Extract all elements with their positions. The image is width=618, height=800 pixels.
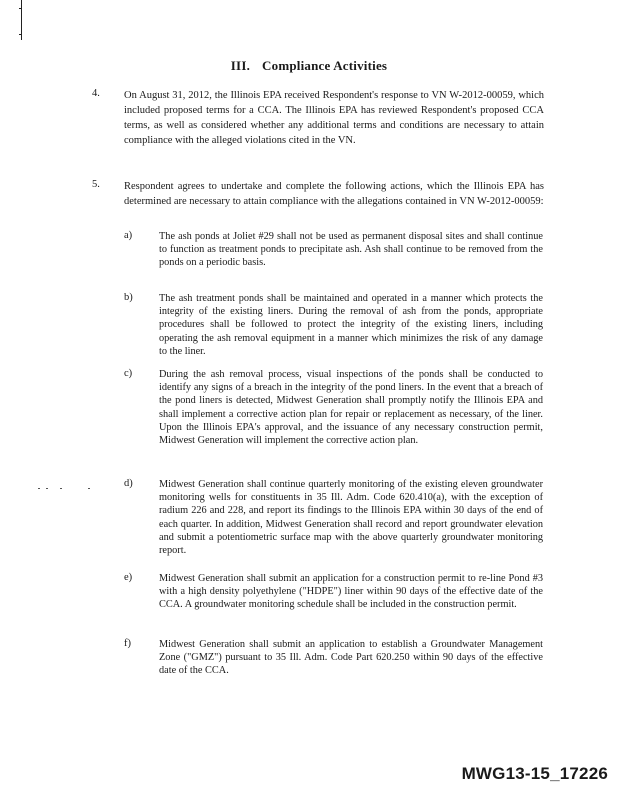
subitem-label: f) xyxy=(124,638,131,649)
section-title: Compliance Activities xyxy=(262,58,388,73)
scan-mark xyxy=(19,8,22,9)
subitem-text: During the ash removal process, visual inspections of the ponds shall be conducted to identify any signs of a breach in the integrity of the pond liners. In the event that a breach of the pond liners is detected, Midwest Generation shall promptly notify the Illinois EPA and shall implement a corrective action plan for repair or replacement as necessary, of the liner. Upon the Illinois EPA's approval, and the issuance of any necessary construction permit, Midwest Generation will implement the corrective action plan. xyxy=(159,369,543,447)
subitem-label: b) xyxy=(124,292,133,303)
subitem-label: a) xyxy=(124,230,133,241)
subitem-label: d) xyxy=(124,478,133,489)
subitem-label: e) xyxy=(124,572,133,583)
subitem-label: c) xyxy=(124,368,133,379)
section-heading xyxy=(0,58,618,74)
scan-speck xyxy=(88,488,90,489)
subitem-text: Midwest Generation shall submit an application for a construction permit to re-line Pond #3 with a high density polyethylene ("HDPE") liner within 90 days of the effective date of the CCA. A groundwater monitoring schedule shall be included in the construction permit. xyxy=(159,573,543,611)
bates-number: MWG13-15_17226 xyxy=(461,764,608,783)
scan-speck xyxy=(38,488,40,489)
subitem-text: The ash ponds at Joliet #29 shall not be used as permanent disposal sites and shall continue to function as treatment ponds to precipitate ash. Ash shall continue to be removed from the ponds on a periodic basis. xyxy=(159,231,543,269)
subitem-text: Midwest Generation shall submit an application to establish a Groundwater Management Zone ("GMZ") pursuant to 35 Ill. Adm. Code Part 620.250 within 90 days of the effective date of the CCA. xyxy=(159,639,543,677)
subitem-text: The ash treatment ponds shall be maintained and operated in a manner which protects the integrity of the existing liners. During the removal of ash from the ponds, appropriate procedures shall be followed to protect the integrity of the existing liners, including operating the ash removal equipment in a manner which minimizes the risk of any damage to the liner. xyxy=(159,293,543,357)
paragraph-text: Respondent agrees to undertake and complete the following actions, which the Illinois EPA has determined are necessary to attain compliance with the allegations contained in VN W-2012-00059: xyxy=(124,181,544,207)
scan-speck xyxy=(46,488,48,489)
scan-mark xyxy=(19,34,22,35)
scan-speck xyxy=(60,488,62,489)
subitem-text: Midwest Generation shall continue quarterly monitoring of the existing eleven groundwater monitoring wells for constituents in 35 Ill. Adm. Code 620.410(a), with the exception of radium 226 and 228, and report its findings to the Illinois EPA within 30 days of the end of each quarter. In addition, Midwest Generation shall record and report groundwater elevation and submit a potentiometric surface map with the above quarterly groundwater monitoring report. xyxy=(159,479,543,557)
paragraph-text: On August 31, 2012, the Illinois EPA received Respondent's response to VN W-2012-00059, which included proposed terms for a CCA. The Illinois EPA has reviewed Respondent's proposed CCA terms, as well as considered whether any additional terms and conditions are necessary to attain compliance with the alleged violations cited in the VN. xyxy=(124,90,544,146)
paragraph-number: 4. xyxy=(92,88,100,99)
paragraph-number: 5. xyxy=(92,179,100,190)
section-number: III. xyxy=(230,58,251,73)
